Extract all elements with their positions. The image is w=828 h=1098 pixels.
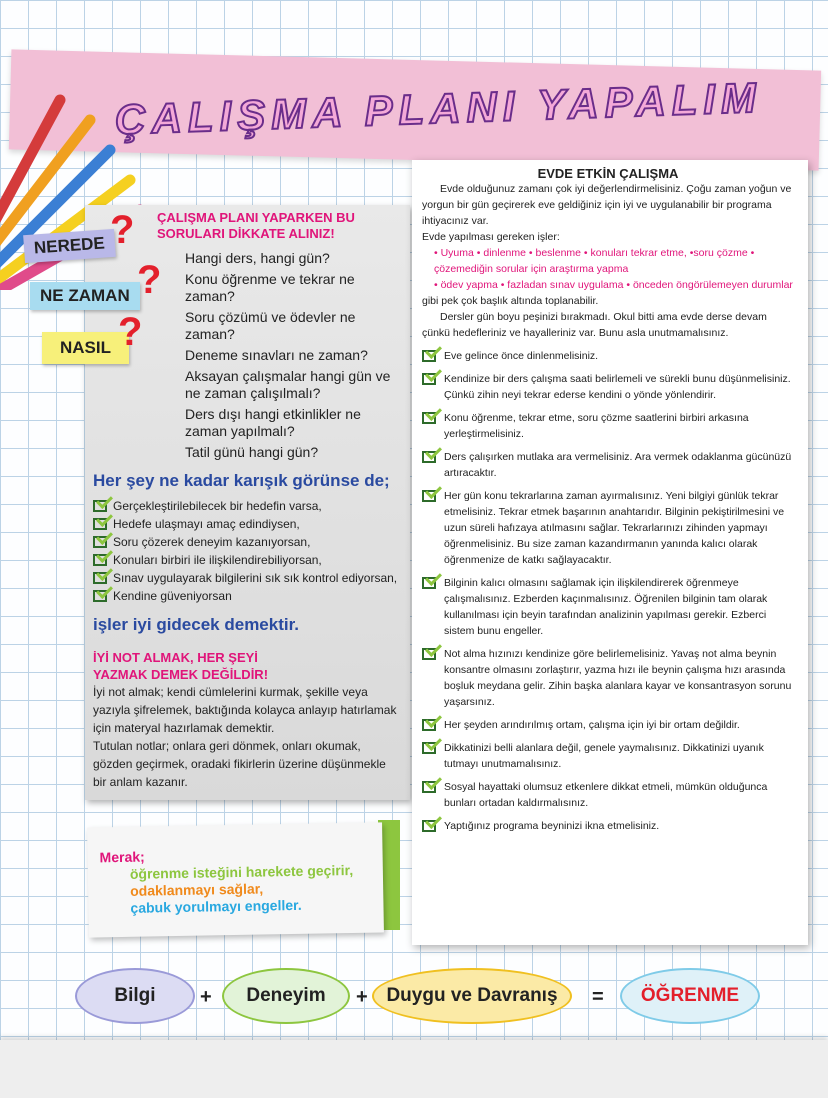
paragraph: Evde olduğunuz zamanı çok iyi değerlendirmelisiniz. Çoğu zaman yoğun ve yorgun bir gün geçirerek eve geldiğiniz için iyi ve uygulanabilir bir programa ihtiyacınız var.: [422, 183, 792, 227]
tip-text: Sosyal hayattaki olumsuz etkenlere dikkat etmeli, mümkün olduğunca bunları ortadan kaldırmalısınız.: [444, 781, 768, 809]
note-paragraph: İyi not almak; kendi cümlelerini kurmak, şekille veya yazıyla şifrelemek, baktığında kolayca anlayıp hatırlamak için materyal hazırlamak demektir.: [93, 685, 397, 735]
equals-sign: =: [592, 986, 604, 1008]
tip-text: Yaptığınız programa beyninizi ikna etmelisiniz.: [444, 820, 660, 832]
tip-item: [422, 410, 794, 442]
paragraph: gibi pek çok başlık altında toplanabilir.: [422, 295, 599, 307]
question-item: Aksayan çalışmalar hangi gün ve ne zaman çalışılmalı?: [185, 368, 391, 401]
checkbox-icon: [422, 350, 436, 362]
tip-text: Dikkatinizi belli alanlara değil, genele yaymalısınız. Dikkatinizi uyanık tutmayı unutmamalısınız.: [444, 742, 764, 770]
question-item: Deneme sınavları ne zaman?: [185, 347, 368, 363]
checklist-text: Sınav uygulayarak bilgilerini sık sık kontrol ediyorsan,: [113, 571, 398, 585]
checklist-text: Kendine güveniyorsan: [113, 589, 232, 603]
tip-text: Ders çalışırken mutlaka ara vermelisiniz. Ara vermek odaklanma gücünüzü artıracaktır.: [444, 451, 792, 479]
tip-text: Eve gelince önce dinlenmelisiniz.: [444, 350, 599, 362]
subheading: Her şey ne kadar karışık görünse de;: [93, 471, 390, 490]
tip-item: [422, 818, 794, 834]
checkbox-icon: [93, 590, 107, 602]
paragraph: Dersler gün boyu peşinizi bırakmadı. Okul bitti ama evde derse devam çünkü hedefleriniz ve hayalleriniz var. Bunu asla unutmamalısınız.: [422, 311, 767, 339]
tip-text: Not alma hızınızı kendinize göre belirlemelisiniz. Yavaş not alma beynin konsantre olmasını zorlaştırır, yazma hızı ile beynin çalışma hızı arasında boşluk meydana gelir. Zihin başka alanlara kayar ve konsantrasyon sorunu yaşarsınız.: [444, 648, 792, 708]
tag-nerede: NEREDE: [23, 229, 116, 263]
checkbox-icon: [422, 490, 436, 502]
question-mark-icon: ?: [118, 310, 143, 354]
note-heading: İYİ NOT ALMAK, HER ŞEYİ YAZMAK DEMEK DEĞİLDİR!: [93, 650, 269, 682]
checkbox-icon: [422, 648, 436, 660]
checklist-text: Hedefe ulaşmayı amaç edindiysen,: [113, 517, 300, 531]
formula-duygu-davranis: Duygu ve Davranış: [372, 968, 572, 1024]
merak-label: Merak;: [99, 848, 145, 866]
tip-item: [422, 717, 794, 733]
checkbox-icon: [422, 412, 436, 424]
question-item: Konu öğrenme ve tekrar ne zaman?: [185, 271, 355, 304]
checkbox-icon: [422, 451, 436, 463]
tip-text: Her gün konu tekrarlarına zaman ayırmalısınız. Yeni bilgiyi günlük tekrar etmelisiniz. Tekrar etmek başarının anahtarıdır. Bilginin pekiştirilmesini ve uzun süreli hafızaya atılmasını sağlar. Tekrarlarınızı zihinden yapmayı öğrenmelisiniz. Bu size zaman kazandırmanın yanında kalıcı olarak öğrenmenize de katkı sağlayacaktır.: [444, 490, 785, 566]
formula-bilgi: Bilgi: [75, 968, 195, 1024]
learning-formula: [0, 968, 828, 1028]
curiosity-note: [87, 822, 384, 937]
torn-paper-footer: [0, 1040, 828, 1098]
checklist-text: Konuları birbiri ile ilişkilendirebiliyorsan,: [113, 553, 322, 567]
tip-text: Bilginin kalıcı olmasını sağlamak için ilişkilendirerek öğrenmeye çalışmalısınız. Ezberden kaçınmalısınız. Öğrenilen bilginin tam olarak kullanılması için beyin tarafından analizinin yapılması gerekir. Ezberci sistem bunu engeller.: [444, 577, 768, 637]
section-title: EVDE ETKİN ÇALIŞMA: [537, 166, 679, 181]
checklist-item: [93, 515, 402, 533]
note-paragraph: Tutulan notlar; onlara geri dönmek, onları okumak, gözden geçirmek, oradaki fikirlerin üzerine düşünmekle bir anlam kazanır.: [93, 739, 386, 789]
formula-deneyim: Deneyim: [222, 968, 350, 1024]
checklist: [93, 497, 402, 605]
checkbox-icon: [422, 781, 436, 793]
checklist-item: [93, 533, 402, 551]
home-study-panel: [412, 160, 808, 945]
tip-item: [422, 371, 794, 403]
merak-line: öğrenme isteğini harekete geçirir,: [129, 861, 354, 882]
tag-ne-zaman: NE ZAMAN: [30, 282, 140, 310]
paragraph: Evde yapılması gereken işler:: [422, 231, 560, 243]
tips-list: [422, 348, 794, 834]
checklist-text: Gerçekleştirilebilecek bir hedefin varsa,: [113, 499, 322, 513]
tip-item: [422, 449, 794, 481]
question-item: Ders dışı hangi etkinlikler ne zaman yapılmalı?: [185, 406, 361, 439]
conclusion: işler iyi gidecek demektir.: [93, 615, 300, 634]
tag-nasil: NASIL: [42, 332, 129, 364]
plus-sign: +: [200, 986, 212, 1008]
question-list: [185, 250, 402, 461]
questions-heading: ÇALIŞMA PLANI YAPARKEN BU SORULARI DİKKATE ALINIZ!: [157, 210, 355, 241]
plus-sign: +: [356, 986, 368, 1008]
checkbox-icon: [422, 719, 436, 731]
tip-text: Kendinize bir ders çalışma saati belirlemeli ve sürekli bunu düşünmelisiniz. Çünkü zihin neyi tekrar ederse kendini o yönde yönlendirir.: [444, 373, 791, 401]
tip-item: [422, 575, 794, 639]
merak-line: çabuk yorulmayı engeller.: [130, 896, 302, 916]
checkbox-icon: [422, 577, 436, 589]
question-item: Soru çözümü ve ödevler ne zaman?: [185, 309, 356, 342]
checkbox-icon: [422, 742, 436, 754]
page-title: ÇALIŞMA PLANI YAPALIM: [114, 73, 763, 144]
merak-line: odaklanmayı sağlar,: [130, 880, 264, 899]
checklist-item: [93, 587, 402, 605]
tasks-list: • Uyuma • dinlenme • beslenme • konuları tekrar etme, •soru çözme • çözemediğin sorular için araştırma yapma: [434, 247, 755, 275]
checkbox-icon: [422, 373, 436, 385]
checklist-text: Soru çözerek deneyim kazanıyorsan,: [113, 535, 311, 549]
question-item: Tatil günü hangi gün?: [185, 444, 319, 460]
question-mark-icon: ?: [110, 208, 135, 252]
tip-item: [422, 348, 794, 364]
checklist-item: [93, 497, 402, 515]
tip-item: [422, 488, 794, 568]
question-item: Hangi ders, hangi gün?: [185, 250, 330, 266]
checklist-item: [93, 569, 402, 587]
formula-result: ÖĞRENME: [620, 968, 760, 1024]
tip-item: [422, 779, 794, 811]
checklist-item: [93, 551, 402, 569]
checkbox-icon: [422, 820, 436, 832]
tip-text: Konu öğrenme, tekrar etme, soru çözme saatlerini birbiri arkasına yerleştirmelisiniz.: [444, 412, 749, 440]
tip-text: Her şeyden arındırılmış ortam, çalışma için iyi bir ortam değildir.: [444, 719, 740, 731]
tip-item: [422, 646, 794, 710]
tasks-list: • ödev yapma • fazladan sınav uygulama • önceden öngörülemeyen durumlar: [434, 279, 793, 291]
tip-item: [422, 740, 794, 772]
question-mark-icon: ?: [137, 258, 162, 302]
